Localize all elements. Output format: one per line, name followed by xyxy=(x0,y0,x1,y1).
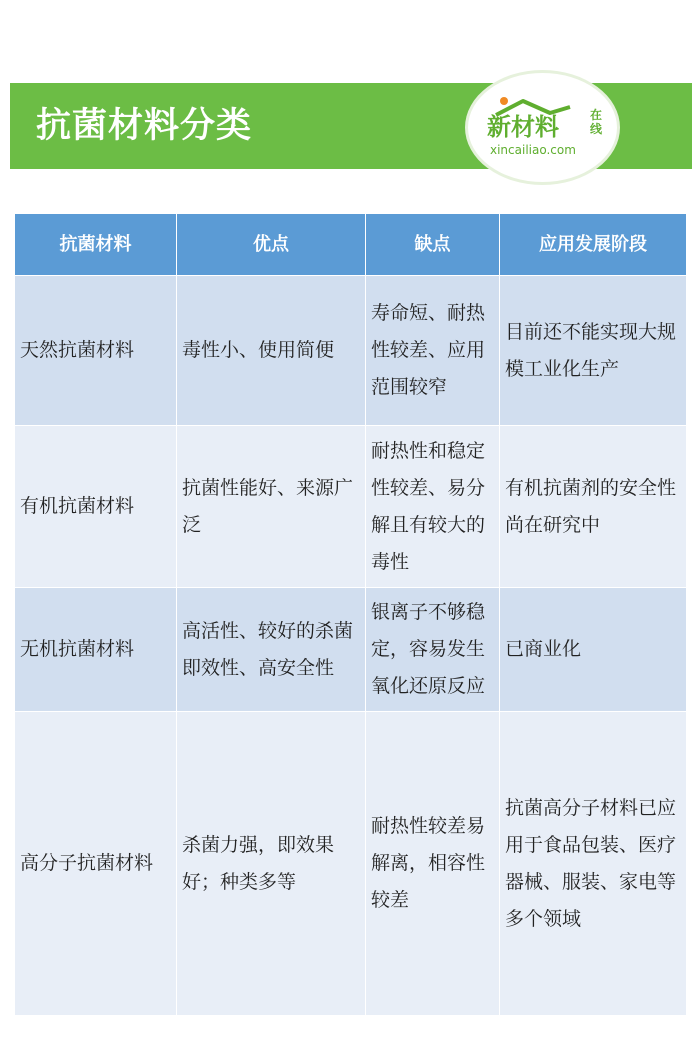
header-stage: 应用发展阶段 xyxy=(500,214,687,276)
logo-url: xincailiao.com xyxy=(490,143,576,157)
table-row xyxy=(15,426,687,588)
table-header-row xyxy=(15,214,687,276)
cell-disadvantages: 耐热性较差易解离，相容性较差 xyxy=(366,712,500,1016)
header-advantages: 优点 xyxy=(177,214,366,276)
cell-stage: 抗菌高分子材料已应用于食品包装、医疗器械、服装、家电等多个领域 xyxy=(500,712,687,1016)
cell-stage: 有机抗菌剂的安全性尚在研究中 xyxy=(500,426,687,588)
cell-material: 高分子抗菌材料 xyxy=(15,712,177,1016)
cell-advantages: 高活性、较好的杀菌即效性、高安全性 xyxy=(177,588,366,712)
table-row xyxy=(15,276,687,426)
cell-stage: 目前还不能实现大规模工业化生产 xyxy=(500,276,687,426)
cell-advantages: 杀菌力强，即效果好；种类多等 xyxy=(177,712,366,1016)
cell-advantages: 毒性小、使用简便 xyxy=(177,276,366,426)
cell-disadvantages: 寿命短、耐热性较差、应用范围较窄 xyxy=(366,276,500,426)
cell-material: 有机抗菌材料 xyxy=(15,426,177,588)
page-title: 抗菌材料分类 xyxy=(36,106,253,146)
logo-side-text: 在线 xyxy=(590,108,603,136)
cell-material: 天然抗菌材料 xyxy=(15,276,177,426)
cell-stage: 已商业化 xyxy=(500,588,687,712)
cell-advantages: 抗菌性能好、来源广泛 xyxy=(177,426,366,588)
logo-text: 新材料 xyxy=(487,113,559,141)
header-material: 抗菌材料 xyxy=(15,214,177,276)
cell-disadvantages: 耐热性和稳定性较差、易分解且有较大的毒性 xyxy=(366,426,500,588)
table-row xyxy=(15,588,687,712)
header-disadvantages: 缺点 xyxy=(366,214,500,276)
classification-table xyxy=(14,213,687,1016)
cell-material: 无机抗菌材料 xyxy=(15,588,177,712)
table-row xyxy=(15,712,687,1016)
cell-disadvantages: 银离子不够稳定，容易发生氧化还原反应 xyxy=(366,588,500,712)
